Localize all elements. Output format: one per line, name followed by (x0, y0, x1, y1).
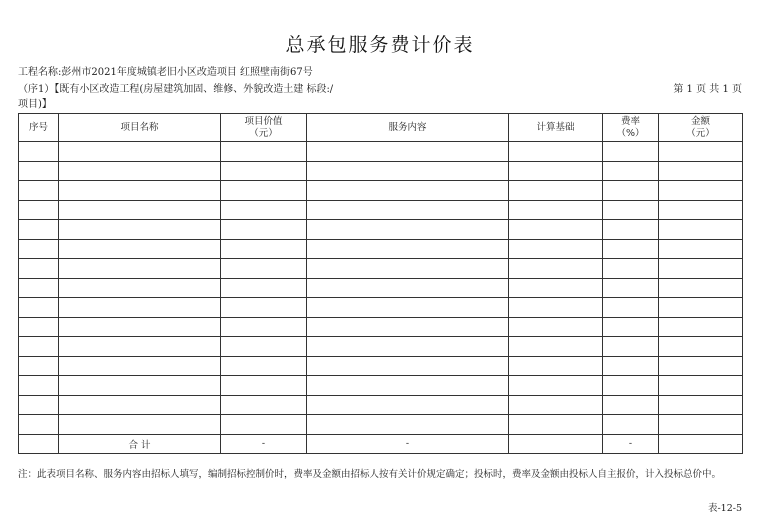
cell-item-name (59, 239, 221, 259)
cell-amount (659, 317, 743, 337)
cell-item-name (59, 278, 221, 298)
cell-service-content (307, 142, 509, 162)
cell-rate (603, 161, 659, 181)
cell-calc-basis (509, 376, 603, 396)
cell-item-value (221, 395, 307, 415)
total-item-value: - (221, 434, 307, 454)
cell-amount (659, 259, 743, 279)
table-row (19, 181, 743, 201)
footnote: 注：此表项目名称、服务内容由招标人填写，编制招标控制价时，费率及金额由招标人按有关计价规定确定；投标时，费率及金额由投标人自主报价，计入投标总价中。 (18, 469, 722, 480)
cell-service-content (307, 376, 509, 396)
cell-item-name (59, 415, 221, 435)
table-row (19, 161, 743, 181)
cell-service-content (307, 356, 509, 376)
cell-rate (603, 356, 659, 376)
cell-item-value (221, 161, 307, 181)
cell-service-content (307, 181, 509, 201)
cell-service-content (307, 239, 509, 259)
cell-item-value (221, 278, 307, 298)
cell-calc-basis (509, 317, 603, 337)
table-row (19, 278, 743, 298)
cell-calc-basis (509, 415, 603, 435)
cell-seq (19, 278, 59, 298)
table-header-row (19, 114, 743, 142)
table-code: 表-12-5 (707, 503, 742, 514)
page-title: 总承包服务费计价表 (285, 34, 475, 56)
cell-item-name (59, 142, 221, 162)
cell-service-content (307, 220, 509, 240)
cell-item-value (221, 220, 307, 240)
cell-item-name (59, 356, 221, 376)
cell-seq (19, 181, 59, 201)
cell-seq (19, 376, 59, 396)
cell-item-value (221, 337, 307, 357)
cell-seq (19, 395, 59, 415)
total-amount (659, 434, 743, 454)
cell-rate (603, 317, 659, 337)
cell-seq (19, 337, 59, 357)
cell-amount (659, 200, 743, 220)
cell-amount (659, 278, 743, 298)
cell-seq (19, 239, 59, 259)
cell-rate (603, 220, 659, 240)
cell-item-value (221, 376, 307, 396)
cell-service-content (307, 278, 509, 298)
table-row (19, 298, 743, 318)
header-service-content: 服务内容 (307, 114, 509, 142)
cell-item-value (221, 356, 307, 376)
total-service-content: - (307, 434, 509, 454)
cell-seq (19, 200, 59, 220)
cell-amount (659, 142, 743, 162)
cell-calc-basis (509, 298, 603, 318)
cell-item-name (59, 259, 221, 279)
table-row (19, 317, 743, 337)
cell-seq (19, 220, 59, 240)
cell-calc-basis (509, 200, 603, 220)
cell-service-content (307, 259, 509, 279)
cell-service-content (307, 298, 509, 318)
cell-item-name (59, 298, 221, 318)
cell-item-name (59, 181, 221, 201)
cell-calc-basis (509, 161, 603, 181)
cell-amount (659, 376, 743, 396)
cell-amount (659, 415, 743, 435)
cell-calc-basis (509, 337, 603, 357)
table-row (19, 259, 743, 279)
cell-item-name (59, 337, 221, 357)
header-amount: 金额 （元） (659, 114, 743, 142)
cell-calc-basis (509, 356, 603, 376)
service-fee-table (18, 113, 743, 454)
section-title-line1: （序1）【既有小区改造工程(房屋建筑加固、维修、外貌改造土建 标段:/ (18, 84, 334, 95)
cell-service-content (307, 161, 509, 181)
cell-amount (659, 220, 743, 240)
header-item-name: 项目名称 (59, 114, 221, 142)
cell-item-value (221, 181, 307, 201)
table-row (19, 356, 743, 376)
cell-amount (659, 395, 743, 415)
total-seq-cell (19, 434, 59, 454)
section-title-line2: 项目)】 (18, 99, 52, 110)
table-row (19, 142, 743, 162)
cell-item-value (221, 298, 307, 318)
header-calc-basis: 计算基础 (509, 114, 603, 142)
cell-service-content (307, 415, 509, 435)
project-label: 工程名称: (18, 67, 62, 78)
page-number-info: 第 1 页 共 1 页 (673, 84, 742, 95)
cell-item-value (221, 239, 307, 259)
cell-rate (603, 376, 659, 396)
cell-seq (19, 259, 59, 279)
header-seq: 序号 (19, 114, 59, 142)
cell-rate (603, 278, 659, 298)
cell-amount (659, 356, 743, 376)
table-row (19, 337, 743, 357)
cell-service-content (307, 395, 509, 415)
cell-service-content (307, 200, 509, 220)
cell-service-content (307, 317, 509, 337)
total-label: 合 计 (59, 434, 221, 454)
project-name: 彭州市2021年度城镇老旧小区改造项目 红照壁南街67号 (61, 67, 313, 78)
cell-amount (659, 337, 743, 357)
cell-amount (659, 161, 743, 181)
cell-calc-basis (509, 181, 603, 201)
cell-seq (19, 161, 59, 181)
cell-item-name (59, 200, 221, 220)
total-row (19, 434, 743, 454)
cell-rate (603, 415, 659, 435)
table-row (19, 239, 743, 259)
project-info (18, 63, 313, 78)
cell-seq (19, 356, 59, 376)
cell-item-name (59, 376, 221, 396)
cell-amount (659, 181, 743, 201)
table-body (19, 142, 743, 454)
cell-seq (19, 298, 59, 318)
cell-rate (603, 181, 659, 201)
cell-item-name (59, 161, 221, 181)
cell-rate (603, 298, 659, 318)
cell-calc-basis (509, 278, 603, 298)
table-row (19, 220, 743, 240)
cell-item-value (221, 317, 307, 337)
table-row (19, 376, 743, 396)
total-rate: - (603, 434, 659, 454)
total-calc-basis (509, 434, 603, 454)
cell-service-content (307, 337, 509, 357)
cell-calc-basis (509, 395, 603, 415)
cell-rate (603, 200, 659, 220)
cell-item-value (221, 415, 307, 435)
cell-rate (603, 395, 659, 415)
cell-rate (603, 259, 659, 279)
cell-item-name (59, 317, 221, 337)
table-row (19, 200, 743, 220)
cell-rate (603, 337, 659, 357)
cell-calc-basis (509, 239, 603, 259)
cell-calc-basis (509, 259, 603, 279)
cell-item-value (221, 200, 307, 220)
cell-seq (19, 415, 59, 435)
cell-amount (659, 298, 743, 318)
cell-item-value (221, 259, 307, 279)
cell-item-name (59, 220, 221, 240)
table-row (19, 395, 743, 415)
cell-item-value (221, 142, 307, 162)
cell-rate (603, 239, 659, 259)
header-item-value: 项目价值 （元） (221, 114, 307, 142)
table-row (19, 415, 743, 435)
cell-amount (659, 239, 743, 259)
cell-seq (19, 142, 59, 162)
cell-seq (19, 317, 59, 337)
cell-calc-basis (509, 142, 603, 162)
cell-calc-basis (509, 220, 603, 240)
cell-rate (603, 142, 659, 162)
cell-item-name (59, 395, 221, 415)
header-rate: 费率 （%） (603, 114, 659, 142)
